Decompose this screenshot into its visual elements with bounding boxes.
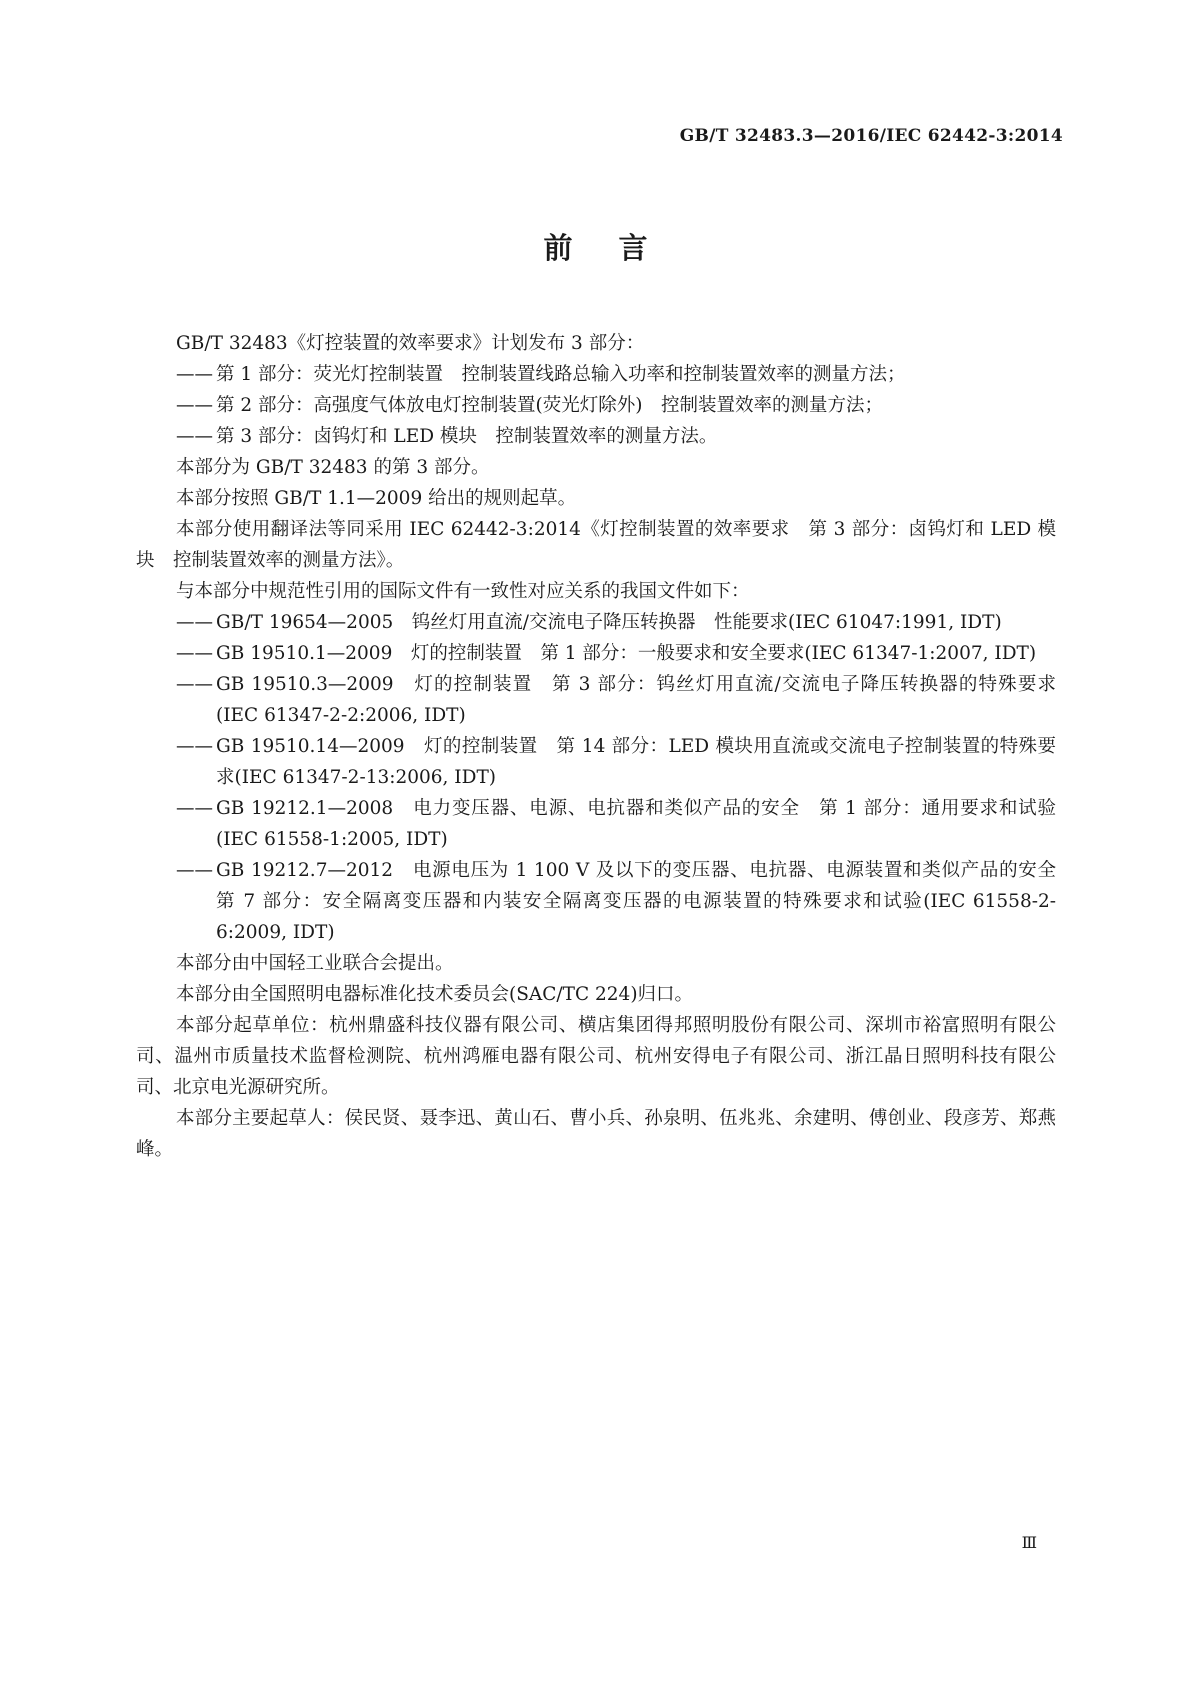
reference-item (136, 731, 1056, 793)
page-number: Ⅲ (1021, 1533, 1037, 1552)
references-intro-paragraph: 与本部分中规范性引用的国际文件有一致性对应关系的我国文件如下： (176, 581, 750, 602)
dash-mark: —— (176, 643, 213, 664)
proposed-by-paragraph: 本部分由中国轻工业联合会提出。 (176, 953, 454, 974)
dash-mark: —— (176, 798, 213, 819)
reference-text: GB 19212.1—2008 电力变压器、电源、电抗器和类似产品的安全 第 1 部分：通用要求和试验(IEC 61558-1:2005, IDT) (216, 798, 1056, 850)
reference-text: GB 19510.1—2009 灯的控制装置 第 1 部分：一般要求和安全要求(IEC 61347-1:2007, IDT) (216, 643, 1037, 664)
part-text: 第 3 部分：卤钨灯和 LED 模块 控制装置效率的测量方法。 (216, 426, 718, 447)
drafting-units-paragraph: 本部分起草单位：杭州鼎盛科技仪器有限公司、横店集团得邦照明股份有限公司、深圳市裕富照明有限公司、温州市质量技术监督检测院、杭州鸿雁电器有限公司、杭州安得电子有限公司、浙江晶日照明科技有限公司、北京电光源研究所。 (136, 1015, 1056, 1098)
drafting-rules-paragraph: 本部分按照 GB/T 1.1—2009 给出的规则起草。 (176, 488, 577, 509)
centralized-paragraph: 本部分由全国照明电器标准化技术委员会(SAC/TC 224)归口。 (176, 984, 694, 1005)
reference-text: GB 19510.14—2009 灯的控制装置 第 14 部分：LED 模块用直流或交流电子控制装置的特殊要求(IEC 61347-2-13:2006, IDT) (216, 736, 1056, 788)
reference-text: GB 19510.3—2009 灯的控制装置 第 3 部分：钨丝灯用直流/交流电子降压转换器的特殊要求(IEC 61347-2-2:2006, IDT) (216, 674, 1056, 726)
dash-mark: —— (176, 612, 213, 633)
reference-item (136, 638, 1056, 669)
part-item (136, 421, 1056, 452)
dash-mark: —— (176, 426, 213, 447)
standard-code-header: GB/T 32483.3—2016/IEC 62442-3:2014 (679, 126, 1063, 146)
drafters-paragraph: 本部分主要起草人：侯民贤、聂李迅、黄山石、曹小兵、孙泉明、伍兆兆、余建明、傅创业、段彦芳、郑燕峰。 (136, 1108, 1056, 1160)
page-title: 前言 (543, 231, 694, 265)
reference-item (136, 669, 1056, 731)
translation-paragraph: 本部分使用翻译法等同采用 IEC 62442-3:2014《灯控制装置的效率要求 第 3 部分：卤钨灯和 LED 模块 控制装置效率的测量方法》。 (136, 519, 1056, 571)
part-item (136, 390, 1056, 421)
dash-mark: —— (176, 860, 213, 881)
reference-item (136, 793, 1056, 855)
dash-mark: —— (176, 736, 213, 757)
part-of-paragraph: 本部分为 GB/T 32483 的第 3 部分。 (176, 457, 490, 478)
reference-item (136, 855, 1075, 948)
part-item (136, 359, 1056, 390)
foreword-body (136, 328, 1075, 1165)
part-text: 第 1 部分：荧光灯控制装置 控制装置线路总输入功率和控制装置效率的测量方法； (216, 364, 906, 385)
dash-mark: —— (176, 364, 213, 385)
reference-text: GB/T 19654—2005 钨丝灯用直流/交流电子降压转换器 性能要求(IEC 61047:1991, IDT) (216, 612, 1002, 633)
dash-mark: —— (176, 674, 213, 695)
dash-mark: —— (176, 395, 213, 416)
reference-text: GB 19212.7—2012 电源电压为 1 100 V 及以下的变压器、电抗器、电源装置和类似产品的安全 第 7 部分：安全隔离变压器和内装安全隔离变压器的电源装置的特殊要求和试验(IEC 61558-2-6:2009, IDT) (216, 860, 1075, 943)
part-text: 第 2 部分：高强度气体放电灯控制装置(荧光灯除外) 控制装置效率的测量方法； (216, 395, 883, 416)
intro-paragraph: GB/T 32483《灯控装置的效率要求》计划发布 3 部分： (176, 333, 645, 354)
reference-item (136, 607, 1056, 638)
